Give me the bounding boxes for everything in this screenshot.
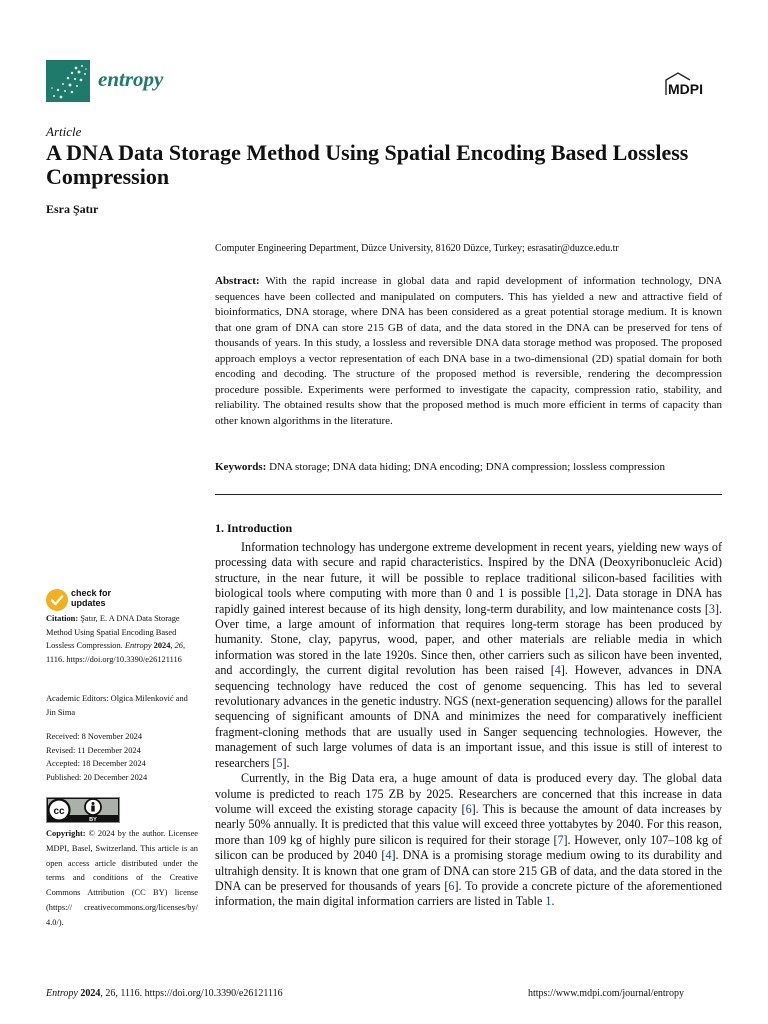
reference-link[interactable]: 2 <box>578 586 585 601</box>
body-text: . <box>551 894 555 909</box>
citation-volume: 26 <box>174 641 183 650</box>
accepted-date: Accepted: 18 December 2024 <box>46 759 146 768</box>
citation-journal: Entropy <box>124 641 152 650</box>
received-date: Received: 8 November 2024 <box>46 732 143 741</box>
footer-citation <box>46 988 283 999</box>
body-text: ]. <box>282 755 290 770</box>
reference-link[interactable]: 3 <box>708 601 715 616</box>
mdpi-logo <box>664 70 722 105</box>
footer-journal: Entropy <box>46 988 78 999</box>
section-body <box>215 540 722 910</box>
reference-link[interactable]: 5 <box>276 755 283 770</box>
section-heading: 1. Introduction <box>215 521 293 535</box>
abstract-text: With the rapid increase in global data and rapid development of information technology, DNA sequences have been collected and manipulated on computers. This has yielded a new and attractive field of bioinformatics, DNA storage, where DNA has been considered as a great potential storage medium. It is known that one gram of DNA can store 215 GB of data, and the data stored in the DNA can be preserved for tens of thousands of years. In this study, a lossless and reversible DNA data storage method was proposed. The proposed approach employs a vector representation of each DNA base in a two-dimensional (2D) spatial domain for both encoding and decoding. The structure of the proposed method is reversible, rendering the decompression procedure possible. Experiments were performed to investigate the capacity, compression ratio, stability, and reliability. The obtained results show that the proposed method is much more efficient in terms of capacity than other known algorithms in the literature. <box>215 275 722 427</box>
body-text: Currently, in the Big Data era, a huge amount of data is produced every day. The global data volume is predicted to reach 175 ZB by 2025. Researchers are concerned that this increase in data volume will exceed the existing storage capacity [ <box>215 771 722 816</box>
svg-text:BY: BY <box>89 817 97 823</box>
section-divider <box>215 494 722 495</box>
abstract <box>215 274 722 429</box>
body-text: ]. However, only 107–108 kg of silicon can be produced by 2040 [ <box>215 832 723 863</box>
footer-year: 2024 <box>80 988 101 999</box>
academic-editors: Academic Editors: Olgica Milenković and Jin Sima <box>46 694 188 717</box>
body-paragraph <box>215 540 722 771</box>
reference-link[interactable]: 7 <box>557 832 564 847</box>
reference-link[interactable]: 1 <box>569 586 576 601</box>
citation: Citation: Şatır, E. A DNA Data Storage Method Using Spatial Encoding Based Lossless Compression. Entropy 2024, 26, 1116. https://doi.org/10.3390/e26121116 <box>46 614 186 664</box>
copyright-notice <box>46 827 198 931</box>
check-for-updates-button[interactable] <box>46 588 196 612</box>
citation-text: Şatır, E. A DNA Data Storage Method Using Spatial Encoding Based Lossless Compression. <box>46 614 180 650</box>
journal-logo <box>46 60 90 102</box>
copyright-text: © 2024 by the author. Licensee MDPI, Basel, Switzerland. This article is an open access article distributed under the terms and conditions of the Creative Commons Attribution (CC BY) license (https:// creativecommons.org/licenses/by/ 4.0/). <box>46 829 199 927</box>
reference-link[interactable]: 6 <box>448 878 455 893</box>
cc-by-license-badge[interactable] <box>46 797 120 823</box>
reference-link[interactable]: 4 <box>554 663 561 678</box>
author-affiliation: Computer Engineering Department, Düzce University, 81620 Düzce, Turkey; esrasatir@duzce.edu.tr <box>215 243 619 254</box>
citation-pages: , 1116. <box>46 641 186 664</box>
citation-label: Citation: <box>46 614 79 623</box>
published-date: Published: 20 December 2024 <box>46 772 148 782</box>
checkmark-icon <box>46 589 68 611</box>
check-updates-line: updates <box>71 598 106 608</box>
footer-doi: , 26, 1116. https://doi.org/10.3390/e26121116 <box>100 988 283 999</box>
citation-year: 2024 <box>153 641 171 650</box>
body-text: Information technology has undergone extreme development in recent years, yielding new ways of processing data with secure and rapid characteristics. Inspired by the DNA (Deoxyribonucleic Acid) structure, in the near future, it will be possible to replace traditional silicon-based facilities with biological tools where computing with more than 0 and 1 is possible [ <box>215 540 722 601</box>
journal-name: entropy <box>98 67 164 91</box>
paper-title: A DNA Data Storage Method Using Spatial Encoding Based Lossless Compression <box>46 140 689 189</box>
svg-text:cc: cc <box>53 806 65 817</box>
keywords <box>215 461 722 473</box>
reference-link[interactable]: 1 <box>545 894 552 909</box>
article-type: Article <box>46 124 82 139</box>
revised-date: Revised: 11 December 2024 <box>46 745 141 755</box>
body-text: , <box>575 586 579 601</box>
publication-dates <box>46 730 147 784</box>
check-updates-line: check for <box>71 588 112 598</box>
body-paragraph <box>215 771 722 910</box>
abstract-label: Abstract: <box>215 275 260 287</box>
footer-journal-url[interactable]: https://www.mdpi.com/journal/entropy <box>528 988 685 999</box>
body-text: ]. Over time, a large amount of information that requires long-term storage has been produced by humanity. Stone, clay, papyrus, wood, paper, and other materials are reliable media in which information was stored in the late 1920s. Since then, other carriers such as silicon have been invented, and accordingly, the current digital revolution has been raised [ <box>215 601 722 678</box>
body-text: ]. To provide a concrete picture of the aforementioned information, the main digital information carriers are listed in Table <box>215 878 722 909</box>
author-name: Esra Şatır <box>46 202 99 216</box>
keywords-text: DNA storage; DNA data hiding; DNA encoding; DNA compression; lossless compression <box>269 461 666 473</box>
body-text: ]. DNA is a promising storage medium owing to its durability and ultrahigh density. It is known that one gram of DNA can store 215 GB of data, and the data stored in the DNA can be preserved for thousands of years [ <box>215 848 722 893</box>
body-text: ]. Data storage in DNA has rapidly gained interest because of its high density, long-term durability, and low maintenance costs [ <box>215 586 722 616</box>
body-text: ]. This is because the amount of data increases by nearly 50% annually. It is predicted that this value will exceed three yottabytes by 2040. For this reason, more than 109 kg of highly pure silicon is required for their storage [ <box>215 801 723 847</box>
copyright-label: Copyright: <box>46 829 86 838</box>
body-text: ]. However, advances in DNA sequencing technology have reduced the cost of genome sequencing. This has led to several revolutionary advances in the genetic industry. NGS (next-generation sequencing) allows for the parallel sequencing of significant amounts of DNA and minimizes the need for comparatively inefficient fragment-cloning methods that are usually used in Sanger sequencing technologies. However, the management of such large volumes of data is an important issue, and this issue is still of interest to researchers [ <box>215 663 723 770</box>
reference-link[interactable]: 6 <box>465 801 472 816</box>
keywords-label: Keywords: <box>215 461 267 473</box>
reference-link[interactable]: 4 <box>385 848 392 863</box>
citation-doi-link[interactable]: https://doi.org/10.3390/e26121116 <box>66 654 182 664</box>
svg-text:MDPI: MDPI <box>668 81 703 97</box>
